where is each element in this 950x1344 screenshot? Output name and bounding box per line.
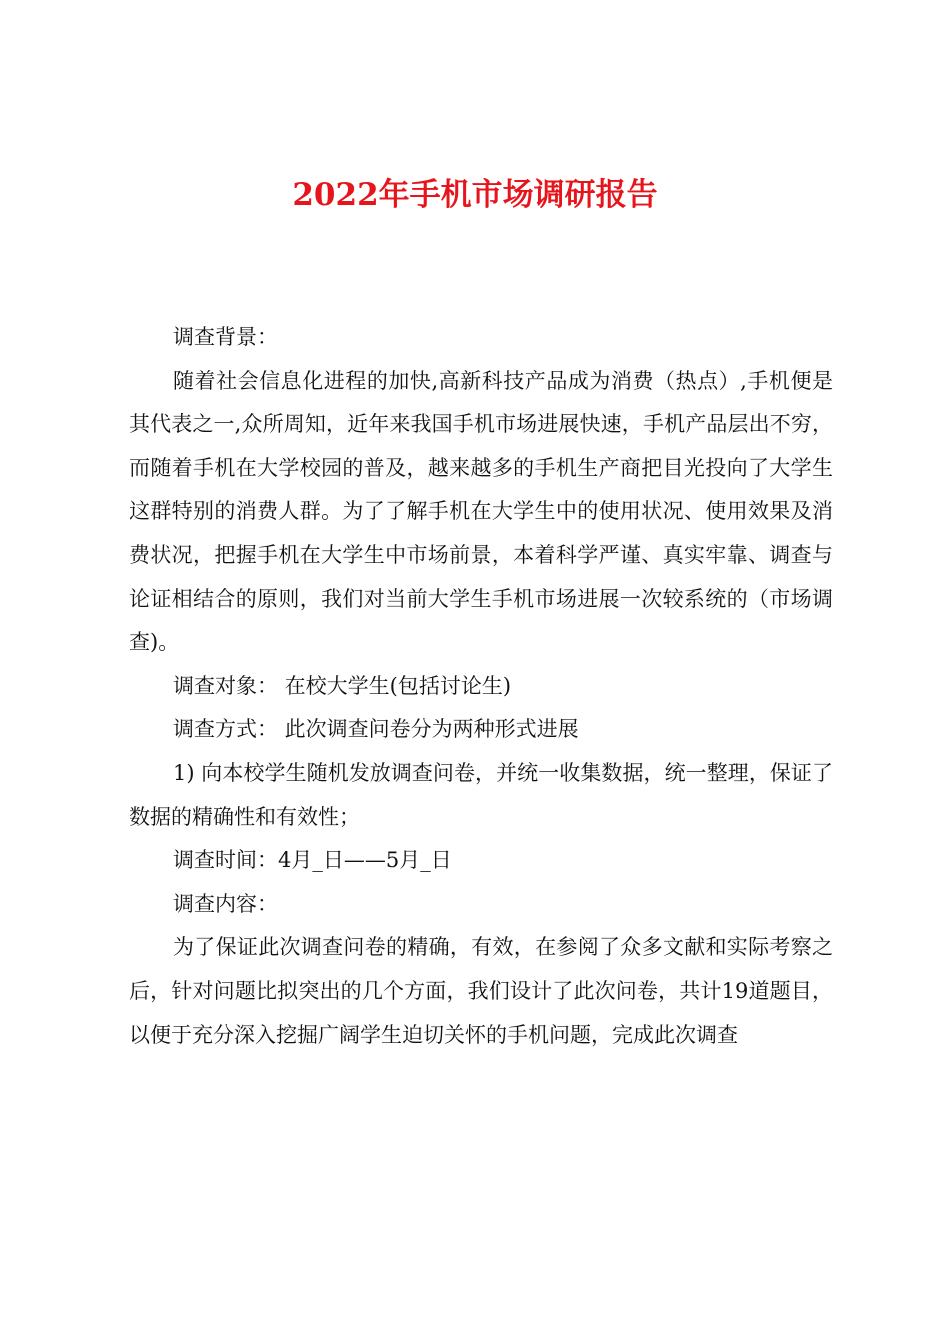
paragraph-survey-content: 为了保证此次调查问卷的精确，有效，在参阅了众多文献和实际考察之后，针对问题比拟突出的几个方面，我们设计了此次问卷，共计19道题目，以便于充分深入挖掘广阔学生迫切关怀的手机问题，完成此次调查: [129, 935, 833, 1047]
document-title: 2022年手机市场调研报告: [292, 177, 658, 213]
paragraph-survey-subjects: 调查对象： 在校大学生(包括讨论生): [173, 673, 512, 698]
paragraph-survey-content-heading: 调查内容：: [173, 891, 278, 916]
paragraph-survey-time: 调查时间：4月_日——5月_日: [173, 848, 452, 873]
paragraph-survey-method-item-1: 1) 向本校学生随机发放调查问卷，并统一收集数据，统一整理，保证了数据的精确性和有效性；: [129, 760, 833, 829]
paragraph-survey-method: 调查方式： 此次调查问卷分为两种形式进展: [173, 717, 579, 742]
document-body: [129, 316, 833, 1057]
paragraph-survey-background-heading: 调查背景：: [173, 325, 278, 349]
paragraph-survey-background: 随着社会信息化进程的加快,高新科技产品成为消费（热点）,手机便是其代表之一,众所周知，近年来我国手机市场进展快速，手机产品层出不穷，而随着手机在大学校园的普及，越来越多的手机生产商把目光投向了大学生这群特别的消费人群。为了了解手机在大学生中的使用状况、使用效果及消费状况，把握手机在大学生中市场前景，本着科学严谨、真实牢靠、调查与论证相结合的原则，我们对当前大学生手机市场进展一次较系统的（市场调查)。: [129, 368, 833, 655]
